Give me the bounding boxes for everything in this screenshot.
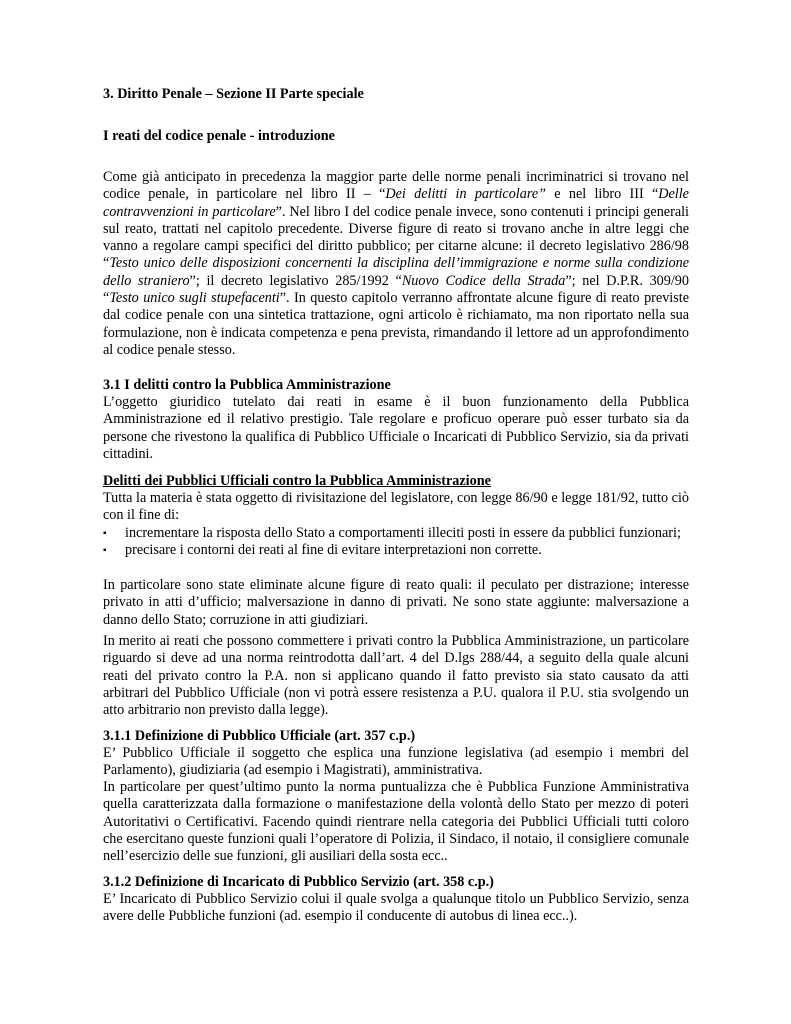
intro-text-3: ”. Nel libro I del codice penale invece, sono contenuti i principi generali sul reato, trattati nel capitolo precedente. Diverse figure di reato si trovano anche in altre leggi che vanno a regolare campi specifici del diritto pubblico; per citarne alcune: il decreto legislativo 286/98 “ [103,203,689,272]
delitti-heading: Delitti dei Pubblici Ufficiali contro la Pubblica Amministrazione [103,473,491,489]
intro-italic-1: Dei delitti in particolare” [385,186,547,203]
intro-text-1: Come già anticipato in precedenza la maggior parte delle norme penali incriminatrici si trovano nel codice penale, in particolare nel libro II – “ [103,169,689,203]
section-3-1-1-paragraph-1: E’ Pubblico Ufficiale il soggetto che esplica una funzione legislativa (ad esempio i membri del Parlamento), giudiziaria (ad esempio i Magistrati), amministrativa. [103,745,689,779]
list-item [103,525,689,542]
section-subtitle: I reati del codice penale - introduzione [103,128,335,144]
intro-text-2: e nel libro III “ [546,186,659,203]
delitti-paragraph-3: In merito ai reati che possono commettere i privati contro la Pubblica Amministrazione, un particolare riguardo si deve ad una norma reintrodotta dall’art. 4 del D.lgs 288/44, a seguito della quale alcuni reati del privato contro la P.A. non si applicano quando il fatto previsto sia stato causato da atti arbitrari del Pubblico Ufficiale (non vi potrà essere resistenza a P.U. qualora il P.U. stia svolgendo un atto arbitrario non previsto dalla legge). [103,633,689,719]
chapter-title: 3. Diritto Penale – Sezione II Parte speciale [103,86,364,102]
intro-text-6: ”. In questo capitolo verranno affrontate alcune figure di reato previste dal codice penale con una sintetica trattazione, ogni articolo è richiamato, ma non riportato nella sua formulazione, non è indicata competenza e pena prevista, rimandando il lettore ad un approfondimento al codice penale stesso. [103,290,689,358]
list-item-text: precisare i contorni dei reati al fine di evitare interpretazioni non corrette. [125,542,542,559]
section-3-1-1-heading: 3.1.1 Definizione di Pubblico Ufficiale (art. 357 c.p.) [103,728,416,744]
intro-italic-2: Delle contravvenzioni in particolare [103,186,689,220]
intro-italic-3: Testo unico delle disposizioni concernenti la disciplina dell’immigrazione e norme sulla condizione dello straniero [103,255,689,289]
intro-paragraph [103,169,689,359]
intro-italic-4: Nuovo Codice della Strada [401,272,566,289]
section-3-1-2-heading: 3.1.2 Definizione di Incaricato di Pubblico Servizio (art. 358 c.p.) [103,874,494,890]
bullet-icon: ▪ [103,528,107,539]
delitti-bullet-list [103,525,689,560]
bullet-icon: ▪ [103,545,107,557]
section-3-1-paragraph: L’oggetto giuridico tutelato dai reati in esame è il buon funzionamento della Pubblica Amministrazione ed il relativo prestigio. Tale regolare e proficuo operare può esser turbato sia da persone che rivestono la qualifica di Pubblico Ufficiale o Incaricati di Pubblico Servizio, sia da privati cittadini. [103,394,689,462]
section-3-1-2-paragraph: E’ Incaricato di Pubblico Servizio colui il quale svolga a qualunque titolo un Pubblico Servizio, senza avere delle Pubbliche funzioni (ad. esempio il conducente di autobus di linea ecc..). [103,891,689,925]
intro-text-5: ”; nel D.P.R. 309/90 “ [103,272,689,307]
delitti-intro-paragraph: Tutta la materia è stata oggetto di rivisitazione del legislatore, con legge 86/90 e legge 181/92, tutto ciò con il fine di: [103,490,689,524]
list-item [103,542,689,559]
section-3-1-heading: 3.1 I delitti contro la Pubblica Amministrazione [103,377,391,393]
list-item-text: incrementare la risposta dello Stato a comportamenti illeciti posti in essere da pubblici funzionari; [125,525,681,541]
intro-italic-5: Testo unico sugli stupefacenti [109,290,280,307]
delitti-paragraph-2: In particolare sono state eliminate alcune figure di reato quali: il peculato per distrazione; interesse privato in atti d’ufficio; malversazione in danno di privati. Ne sono state aggiunte: malversazione a danno dello Stato; corruzione in atti giudiziari. [103,577,689,628]
section-3-1-1-paragraph-2: In particolare per quest’ultimo punto la norma puntualizza che è Pubblica Funzione Amministrativa quella caratterizzata dalla formazione o manifestazione della volontà dello Stato per mezzo di poteri Autoritativi o Certificativi. Facendo quindi rientrare nella categoria dei Pubblici Ufficiali tutti coloro che esercitano queste funzioni quali l’operatore di Polizia, il Sindaco, il notaio, il consigliere comunale nell’esercizio delle sue funzioni, gli ausiliari della sosta ecc.. [103,779,689,865]
intro-text-4: ”; il decreto legislativo 285/1992 “ [189,272,402,289]
